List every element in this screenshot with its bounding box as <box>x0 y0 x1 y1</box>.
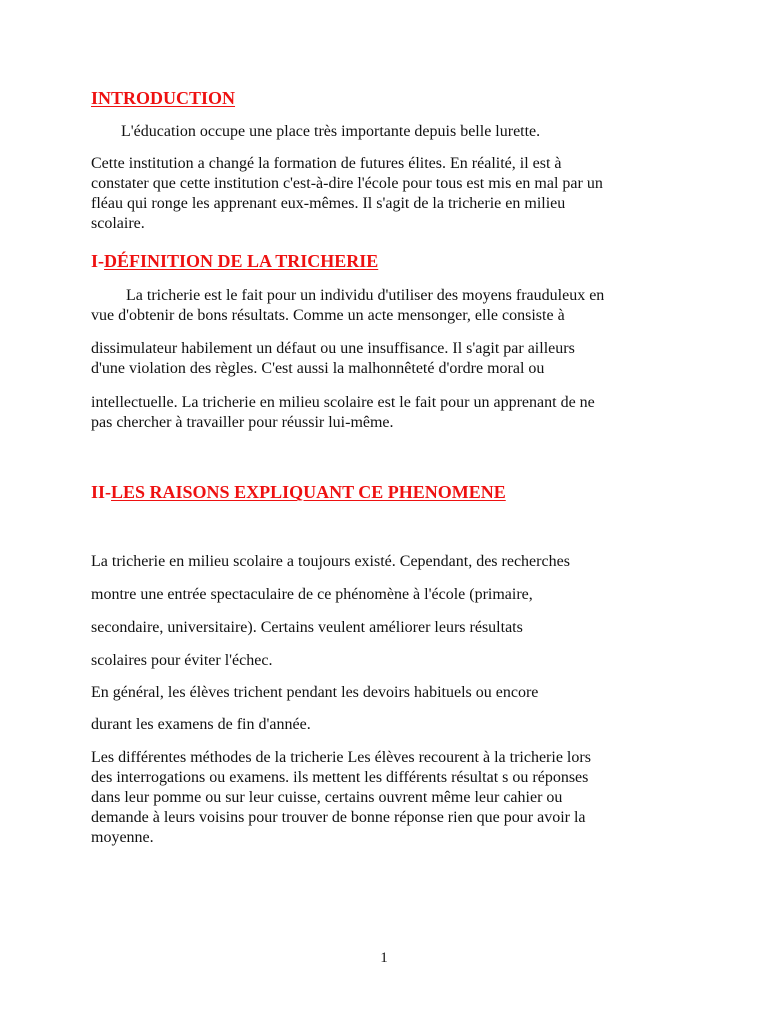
text-line: La tricherie en milieu scolaire a toujours existé. Cependant, des recherches <box>91 553 570 570</box>
section-2-line-3 <box>91 618 691 638</box>
section-2-line-2 <box>91 585 691 605</box>
text-line: intellectuelle. La tricherie en milieu scolaire est le fait pour un apprenant de ne <box>91 394 595 411</box>
section-2-prefix: II- <box>91 482 112 502</box>
text-line: d'une violation des règles. C'est aussi la malhonnêteté d'ordre moral ou <box>91 360 545 377</box>
text-line: Les différentes méthodes de la tricherie Les élèves recourent à la tricherie lors <box>91 749 591 766</box>
text-line: scolaire. <box>91 215 145 232</box>
text-line: La tricherie est le fait pour un individu d'utiliser des moyens frauduleux en <box>126 287 605 304</box>
text-line: Cette institution a changé la formation de futures élites. En réalité, il est à <box>91 155 562 172</box>
page-number: 1 <box>380 950 388 966</box>
section-2-line-4 <box>91 651 691 671</box>
text-line: durant les examens de fin d'année. <box>91 716 311 733</box>
text-line: fléau qui ronge les apprenant eux-mêmes. Il s'agit de la tricherie en milieu <box>91 195 566 212</box>
section-1-paragraph-3 <box>91 393 691 433</box>
text-line: moyenne. <box>91 829 154 846</box>
intro-paragraph-2 <box>91 154 691 234</box>
text-line: montre une entrée spectaculaire de ce phénomène à l'école (primaire, <box>91 586 533 603</box>
section-2-line-1 <box>91 552 691 572</box>
text-line: scolaires pour éviter l'échec. <box>91 652 273 669</box>
section-2-line-6 <box>91 715 691 735</box>
text-line: secondaire, universitaire). Certains veulent améliorer leurs résultats <box>91 619 523 636</box>
intro-heading-text: INTRODUCTION <box>91 88 236 108</box>
section-2-paragraph-last <box>91 748 691 848</box>
intro-heading <box>91 87 691 109</box>
text-line: pas chercher à travailler pour réussir lui-même. <box>91 414 394 431</box>
text-line: L'éducation occupe une place très importante depuis belle lurette. <box>121 123 541 140</box>
text-line: des interrogations ou examens. ils mettent les différents résultat s ou réponses <box>91 769 589 786</box>
text-line: vue d'obtenir de bons résultats. Comme un acte mensonger, elle consiste à <box>91 307 565 324</box>
section-1-title: DÉFINITION DE LA TRICHERIE <box>104 251 379 271</box>
section-2-line-5 <box>91 683 691 703</box>
section-1-heading <box>91 250 691 272</box>
text-line: constater que cette institution c'est-à-dire l'école pour tous est mis en mal par un <box>91 175 603 192</box>
text-line: dans leur pomme ou sur leur cuisse, certains ouvrent même leur cahier ou <box>91 789 563 806</box>
section-2-heading <box>91 481 691 503</box>
section-2-title: LES RAISONS EXPLIQUANT CE PHENOMENE <box>111 482 506 502</box>
text-line: demande à leurs voisins pour trouver de bonne réponse rien que pour avoir la <box>91 809 586 826</box>
text-line: En général, les élèves trichent pendant les devoirs habituels ou encore <box>91 684 539 701</box>
section-1-paragraph-1 <box>91 286 691 326</box>
section-1-prefix: I- <box>91 251 104 271</box>
intro-paragraph-1 <box>91 122 691 142</box>
text-line: dissimulateur habilement un défaut ou une insuffisance. Il s'agit par ailleurs <box>91 340 575 357</box>
section-1-paragraph-2 <box>91 339 691 379</box>
